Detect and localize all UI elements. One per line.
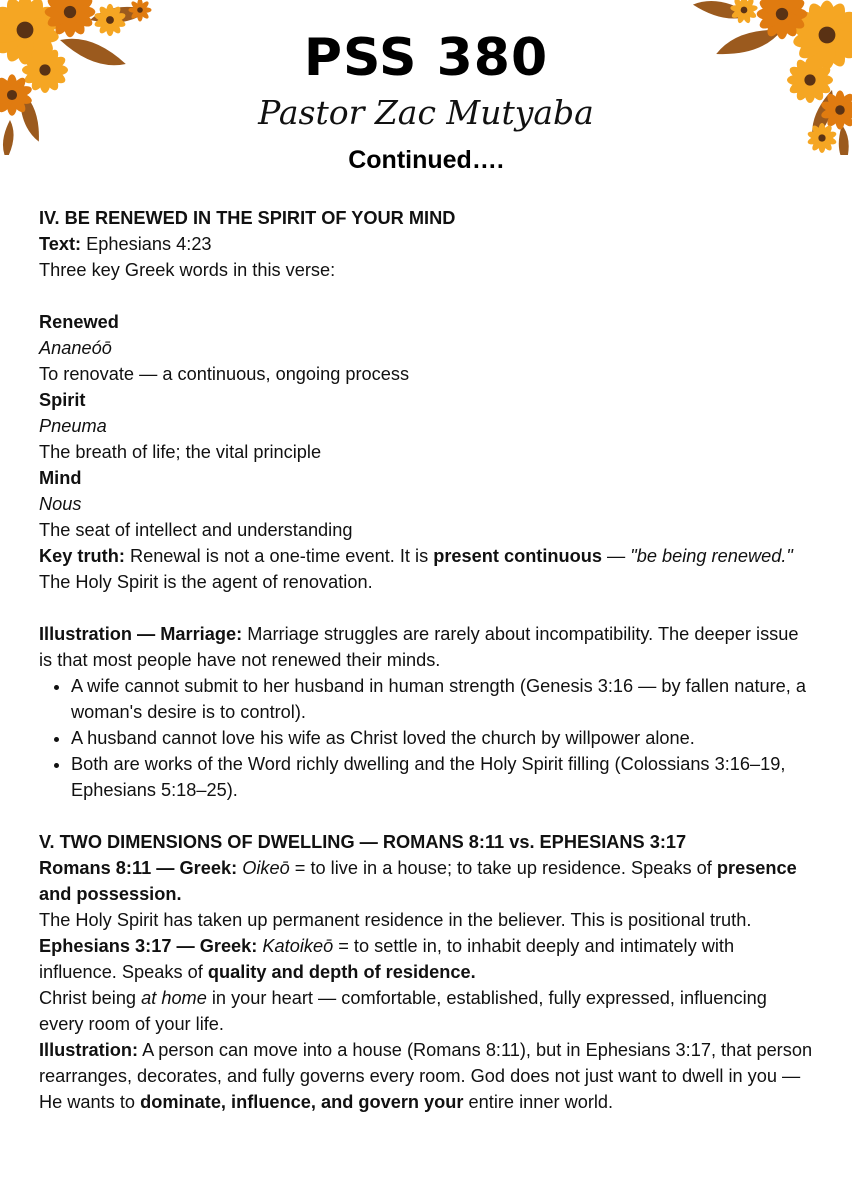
romans-paragraph: Romans 8:11 — Greek: Oikeō = to live in a house; to take up residence. Speaks of presence and possession. (39, 858, 797, 904)
list-item: • A husband cannot love his wife as Christ loved the church by willpower alone. (71, 725, 814, 751)
author-signature: Pastor Zac Mutyaba (258, 93, 594, 132)
ephesians-note: Christ being at home in your heart — comfortable, established, fully expressed, influencing every room of your life. (39, 988, 767, 1034)
word-meaning-renewed: To renovate — a continuous, ongoing process (39, 364, 410, 384)
list-item: • A wife cannot submit to her husband in human strength (Genesis 3:16 — by fallen nature, a woman's desire is to control). (71, 673, 814, 725)
key-truth: Key truth: Renewal is not a one-time event. It is present continuous — "be being renewed." The Holy Spirit is the agent of renovation. (39, 546, 793, 592)
illustration-marriage: Illustration — Marriage: Marriage struggles are rarely about incompatibility. The deeper issue is that most people have not renewed their minds. (39, 624, 799, 670)
word-term-mind: Mind (39, 468, 82, 488)
bullet-list (39, 673, 814, 803)
illustration-dwelling: Illustration: A person can move into a house (Romans 8:11), but in Ephesians 3:17, that person rearranges, decorates, and fully governs every room. God does not just want to dwell in you — He wants to dominate, influence, and govern your entire inner world. (39, 1040, 813, 1112)
scripture-reference: Text: Ephesians 4:23 (39, 234, 212, 254)
romans-note: The Holy Spirit has taken up permanent residence in the believer. This is positional truth. (39, 910, 752, 930)
word-meaning-mind: The seat of intellect and understanding (39, 520, 353, 540)
word-term-renewed: Renewed (39, 312, 119, 332)
intro-text: Three key Greek words in this verse: (39, 260, 336, 280)
word-meaning-spirit: The breath of life; the vital principle (39, 442, 322, 462)
section-iv-heading: IV. BE RENEWED IN THE SPIRIT OF YOUR MIND (39, 208, 456, 228)
section-v-heading: V. TWO DIMENSIONS OF DWELLING — ROMANS 8:11 vs. EPHESIANS 3:17 (39, 832, 687, 852)
document-body (39, 205, 814, 1115)
list-item: • Both are works of the Word richly dwelling and the Holy Spirit filling (Colossians 3:16–19, Ephesians 5:18–25). (71, 751, 814, 803)
page-title: PSS 380 (303, 28, 549, 88)
word-greek-spirit: Pneuma (39, 416, 107, 436)
word-greek-mind: Nous (39, 494, 82, 514)
word-greek-renewed: Ananeóō (39, 338, 112, 358)
page-header (0, 28, 852, 176)
page-subtitle: Continued…. (348, 146, 504, 174)
ephesians-paragraph: Ephesians 3:17 — Greek: Katoikeō = to settle in, to inhabit deeply and intimately with influence. Speaks of quality and depth of residence. (39, 936, 735, 982)
word-term-spirit: Spirit (39, 390, 86, 410)
